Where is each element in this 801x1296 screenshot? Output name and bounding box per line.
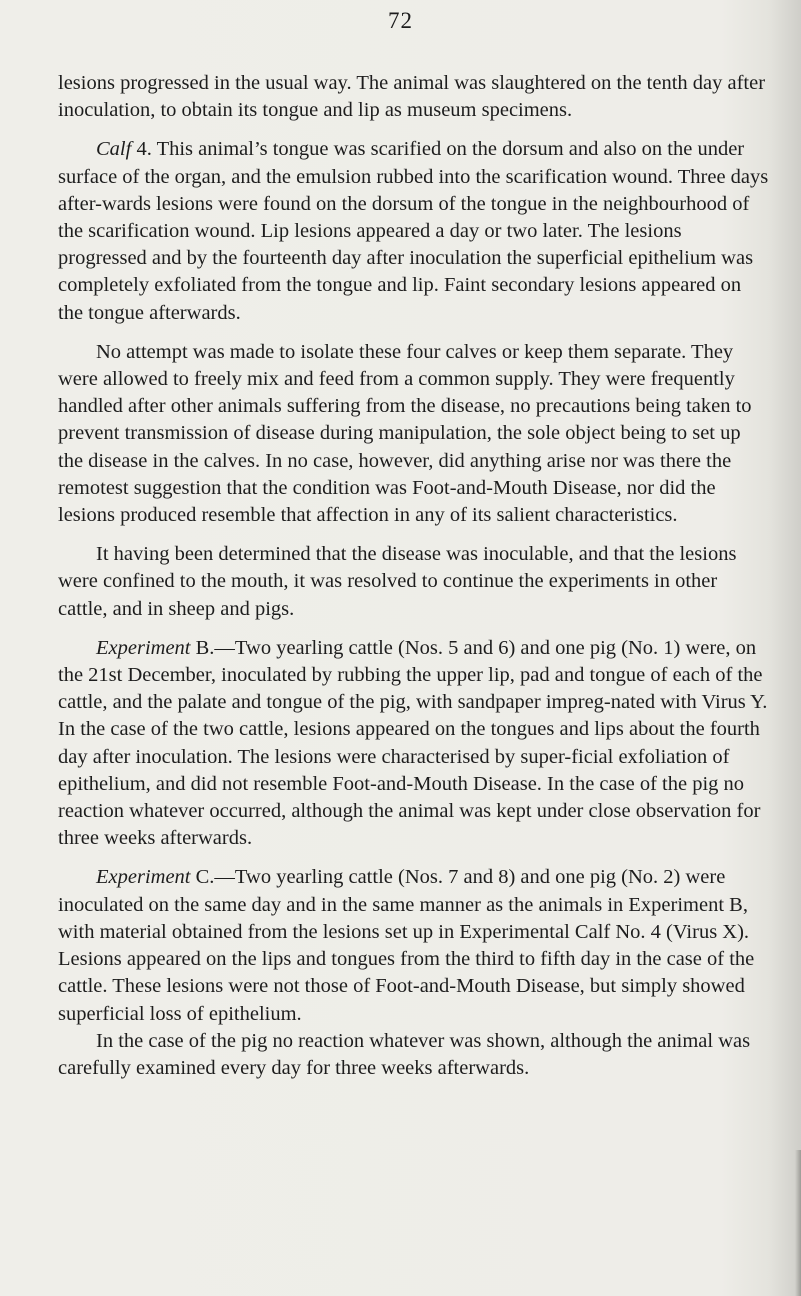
paragraph-text: lesions progressed in the usual way. The animal was slaughtered on the tenth day after inoculation, to obtain its tongue and lip as museum specimens. bbox=[58, 72, 766, 122]
paragraph-experiment-c bbox=[58, 864, 770, 1027]
paragraph-pig-reaction bbox=[58, 1028, 770, 1082]
paragraph-experiment-b bbox=[58, 635, 770, 853]
paragraph-inoculable bbox=[58, 541, 770, 623]
paragraph-text: In the case of the pig no reaction whatever was shown, although the animal was carefully examined every day for three weeks afterwards. bbox=[58, 1029, 751, 1079]
paragraph-isolation bbox=[58, 339, 770, 529]
body-text bbox=[58, 70, 770, 1094]
paragraph-continuation bbox=[58, 70, 770, 124]
paragraph-text: C.—Two yearling cattle (Nos. 7 and 8) and one pig (No. 2) were inoculated on the same day and in the same manner as the animals in Experiment B, with material obtained from the lesions set up in Experimental Calf No. 4 (Virus X). Lesions appeared on the lips and tongues from the third to fifth day in the case of the cattle. These lesions were not those of Foot-and-Mouth Disease, but simply showed superficial loss of epithelium. bbox=[58, 866, 755, 1025]
paragraph-lead-italic: Calf bbox=[96, 138, 132, 161]
paragraph-text: No attempt was made to isolate these four calves or keep them separate. They were allowed to freely mix and feed from a common supply. They were frequently handled after other animals suffering from the disease, no precautions being taken to prevent transmission of disease during manipulation, the sole object being to set up the disease in the calves. In no case, however, did anything arise nor was there the remotest suggestion that the condition was Foot-and-Mouth Disease, nor did the lesions produced resemble that affection in any of its salient characteristics. bbox=[58, 340, 752, 527]
page-edge-shadow bbox=[795, 1150, 801, 1296]
paragraph-text: It having been determined that the disease was inoculable, and that the lesions were confined to the mouth, it was resolved to continue the experiments in other cattle, and in sheep and pigs. bbox=[58, 543, 737, 620]
paragraph-calf-4 bbox=[58, 136, 770, 326]
paragraph-lead-italic: Experiment bbox=[96, 866, 191, 889]
page-number: 72 bbox=[388, 8, 413, 33]
paragraph-text: 4. This animal’s tongue was scarified on the dorsum and also on the under surface of the organ, and the emulsion rubbed into the scarification wound. Three days after-wards lesions were found on the dorsum of the tongue in the neighbourhood of the scarification wound. Lip lesions appeared a day or two later. The lesions progressed and by the fourteenth day after inoculation the superficial epithelium was completely exfoliated from the tongue and lip. Faint secondary lesions appeared on the tongue afterwards. bbox=[58, 138, 769, 324]
paragraph-text: B.—Two yearling cattle (Nos. 5 and 6) and one pig (No. 1) were, on the 21st December, inoculated by rubbing the upper lip, pad and tongue of each of the cattle, and the palate and tongue of the pig, with sandpaper impreg-nated with Virus Y. In the case of the two cattle, lesions appeared on the tongues and lips about the fourth day after inoculation. The lesions were characterised by super-ficial exfoliation of epithelium, and did not resemble Foot-and-Mouth Disease. In the case of the pig no reaction whatever occurred, although the animal was kept under close observation for three weeks afterwards. bbox=[58, 636, 768, 850]
paragraph-lead-italic: Experiment bbox=[96, 636, 191, 659]
